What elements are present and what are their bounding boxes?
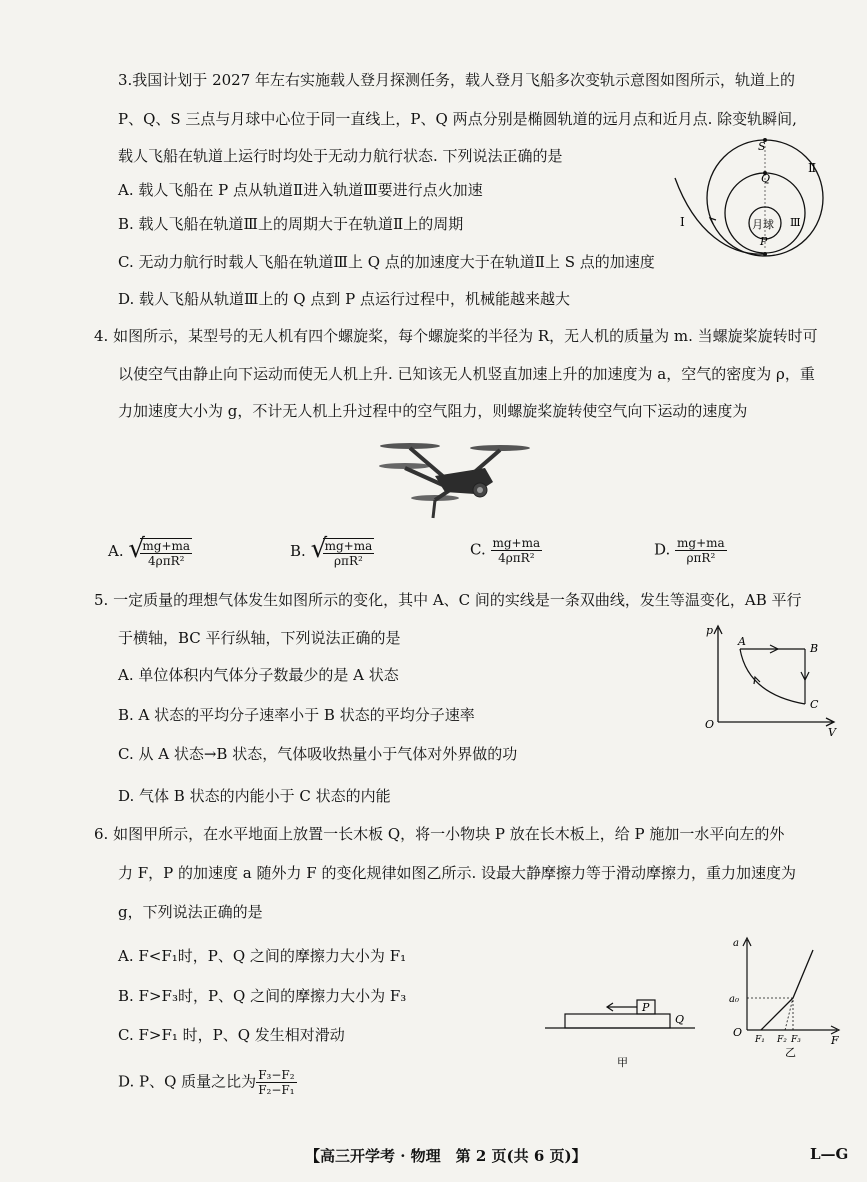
graph-segment-1: [761, 998, 793, 1030]
q5-option-c: C. 从 A 状态→B 状态，气体吸收热量小于气体对外界做的功: [118, 745, 518, 763]
q4-option-d: D. $\frac{mg+ma}{\text{ρπR²}}$: [654, 536, 725, 565]
point-b: B: [810, 642, 819, 655]
label-f2: F₂: [777, 1035, 787, 1045]
label-f1: F₁: [755, 1035, 765, 1045]
label-f3: F₃: [791, 1035, 801, 1045]
drone-image: [375, 438, 540, 523]
axis-a: a: [733, 938, 739, 949]
q6-line-2: 力 F，P 的加速度 a 随外力 F 的变化规律如图乙所示. 设最大静摩擦力等于滑动摩擦力，重力加速度为: [118, 864, 796, 882]
label-orbit-ii: Ⅱ: [808, 161, 817, 175]
q5-option-d: D. 气体 B 状态的内能小于 C 状态的内能: [118, 787, 391, 805]
q3-option-c: C. 无动力航行时载人飞船在轨道Ⅲ上 Q 点的加速度大于在轨道Ⅱ上 S 点的加速度: [118, 253, 655, 271]
q4-option-a: A. √ $\frac{mg+ma}{\text{4ρπR²}}$: [108, 534, 191, 568]
q6-option-c: C. F>F₁ 时，P、Q 发生相对滑动: [118, 1026, 345, 1044]
label-s: S: [758, 140, 766, 153]
label-orbit-i: Ⅰ: [680, 215, 685, 229]
q5-option-a: A. 单位体积内气体分子数最少的是 A 状态: [118, 666, 399, 684]
q3-line-3: 载人飞船在轨道上运行时均处于无动力航行状态. 下列说法正确的是: [118, 147, 563, 165]
label-q: Q: [761, 172, 771, 185]
q6-option-a: A. F<F₁时，P、Q 之间的摩擦力大小为 F₁: [118, 947, 407, 965]
footer-code: L—G: [810, 1145, 849, 1163]
q5-line-1: 5. 一定质量的理想气体发生如图所示的变化，其中 A、C 间的实线是一条双曲线，发生等温变化，AB 平行: [94, 591, 802, 609]
label-moon: 月球: [752, 218, 774, 231]
q3-option-a: A. 载人飞船在 P 点从轨道Ⅱ进入轨道Ⅲ要进行点火加速: [118, 181, 483, 199]
caption-yi: 乙: [785, 1046, 796, 1059]
orbit-i: [675, 178, 765, 254]
q6-line-3: g，下列说法正确的是: [118, 903, 263, 921]
label-jia-q: Q: [675, 1013, 685, 1026]
origin-o: O: [705, 718, 715, 731]
q4-option-b: B. √ $\frac{mg+ma}{\text{ρπR²}}$: [290, 534, 373, 568]
axis-v: V: [828, 726, 836, 739]
label-orbit-iii: Ⅲ: [790, 216, 801, 229]
graph-segment-2: [793, 950, 813, 998]
footer-title: 【高三开学考 · 物理 第 2 页(共 6 页)】: [305, 1147, 587, 1165]
axis-f: F: [831, 1034, 839, 1047]
q3-option-d: D. 载人飞船从轨道Ⅲ上的 Q 点到 P 点运行过程中，机械能越来越大: [118, 290, 570, 308]
label-p: P: [760, 235, 768, 248]
figure-jia: [545, 990, 705, 1070]
board-q: [565, 1014, 670, 1028]
figure-yi: [727, 932, 845, 1064]
q3-line-1: 3.我国计划于 2027 年左右实施载人登月探测任务，载人登月飞船多次变轨示意图如图所示，轨道上的: [118, 71, 796, 89]
q6-option-d: D. P、Q 质量之比为 $\frac{\text{F₃−F₂}}{\text{F₂−F₁}}$: [118, 1068, 295, 1097]
q6-line-1: 6. 如图甲所示，在水平地面上放置一长木板 Q，将一小物块 P 放在长木板上，给 P 施加一水平向左的外: [94, 825, 785, 843]
caption-jia: 甲: [617, 1056, 628, 1069]
point-c: C: [810, 698, 819, 711]
page-footer: [0, 1139, 867, 1169]
orbit-diagram: [670, 138, 840, 268]
q5-option-b: B. A 状态的平均分子速率小于 B 状态的平均分子速率: [118, 706, 475, 724]
pv-diagram: [700, 622, 840, 740]
label-a0: a₀: [729, 994, 739, 1005]
label-jia-p: P: [642, 1001, 650, 1014]
q4-line-3: 力加速度大小为 g，不计无人机上升过程中的空气阻力，则螺旋桨旋转使空气向下运动的速度为: [118, 402, 748, 420]
point-a: A: [738, 635, 746, 648]
q4-line-1: 4. 如图所示，某型号的无人机有四个螺旋桨，每个螺旋桨的半径为 R，无人机的质量为 m. 当螺旋桨旋转时可: [94, 327, 818, 345]
q4-option-c: C. $\frac{mg+ma}{\text{4ρπR²}}$: [470, 536, 541, 565]
q3-line-2: P、Q、S 三点与月球中心位于同一直线上，P、Q 两点分别是椭圆轨道的远月点和近月点. 除变轨瞬间,: [118, 110, 797, 128]
q5-line-2: 于横轴，BC 平行纵轴，下列说法正确的是: [118, 629, 401, 647]
origin-o-yi: O: [733, 1026, 743, 1039]
q3-option-b: B. 载人飞船在轨道Ⅲ上的周期大于在轨道Ⅱ上的周期: [118, 215, 464, 233]
axis-p: p: [706, 624, 714, 637]
q4-line-2: 以使空气由静止向下运动而使无人机上升. 已知该无人机竖直加速上升的加速度为 a，空气的密度为 ρ，重: [118, 365, 815, 383]
q6-option-b: B. F>F₃时，P、Q 之间的摩擦力大小为 F₃: [118, 987, 407, 1005]
